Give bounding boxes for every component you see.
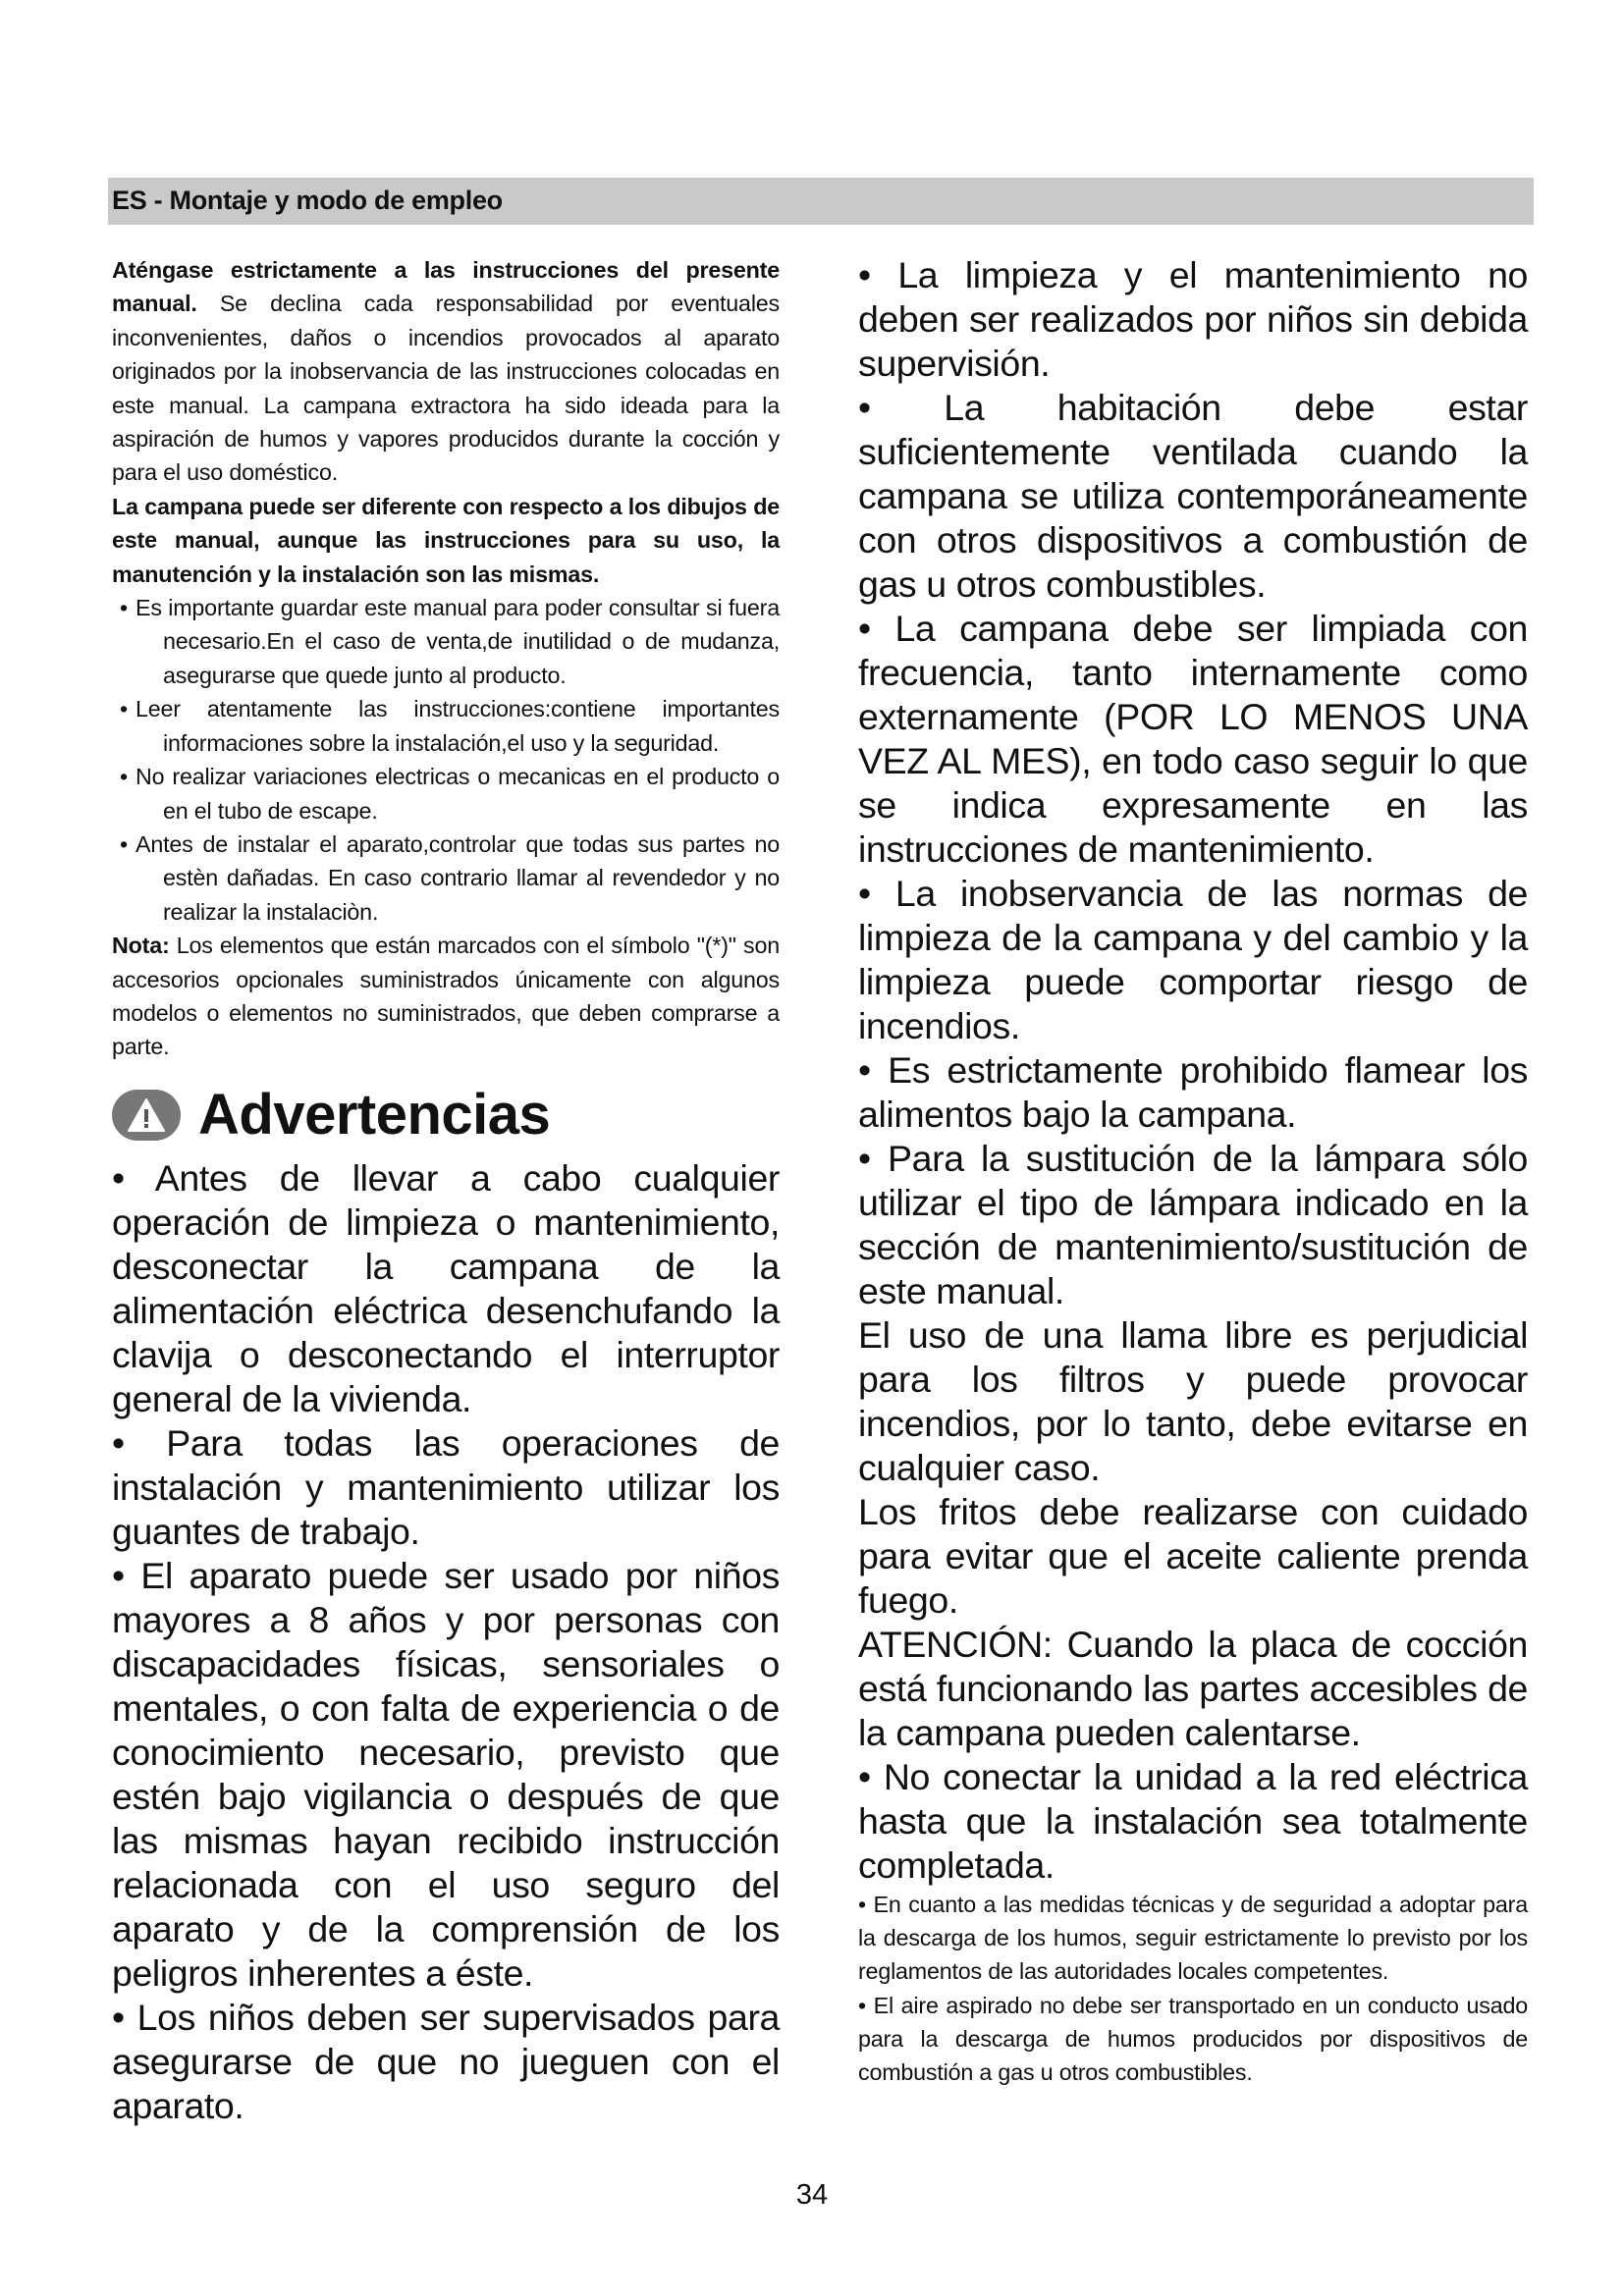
intro-paragraph: [112, 253, 780, 490]
drawing-note: La campana puede ser diferente con respecto a los dibujos de este manual, aunque las instrucciones para su uso, la manutención y la instalación son las mismas.: [112, 493, 780, 587]
warnings-title: Advertencias: [198, 1083, 551, 1148]
warning-item: • Para todas las operaciones de instalación y mantenimiento utilizar los guantes de trabajo.: [112, 1421, 780, 1552]
warning-item: • Antes de llevar a cabo cualquier operación de limpieza o mantenimiento, desconectar la campana de la alimentación eléctrica desenchufando la clavija o desconectando el interruptor general de la vivienda.: [112, 1156, 780, 1419]
warning-item: • La campana debe ser limpiada con frecuencia, tanto internamente como externamente (POR LO MENOS UNA VEZ AL MES), en todo caso seguir lo que se indica expresamente en las instrucciones de mantenimiento.: [858, 608, 1528, 870]
bullet-icon: •: [120, 764, 128, 790]
warning-item: • La habitación debe estar suficientemente ventilada cuando la campana se utiliza contemporáneamente con otros dispositivos a combustión de gas u otros combustibles.: [858, 387, 1528, 605]
warning-item: • La limpieza y el mantenimiento no deben ser realizados por niños sin debida supervisión.: [858, 254, 1528, 384]
warning-item: • La inobservancia de las normas de limpieza de la campana y del cambio y la limpieza puede comportar riesgo de incendios.: [858, 873, 1528, 1046]
warning-item: • Los niños deben ser supervisados para asegurarse de que no jueguen con el aparato.: [112, 1996, 780, 2126]
warning-item: • Para la sustitución de la lámpara sólo utilizar el tipo de lámpara indicado en la sección de mantenimiento/sustitución de este manual.: [858, 1138, 1528, 1311]
bullet-icon: •: [120, 595, 128, 621]
warning-item: • No conectar la unidad a la red eléctrica hasta que la instalación sea totalmente completada.: [858, 1756, 1528, 1886]
warning-item: Los fritos debe realizarse con cuidado para evitar que el aceite caliente prenda fuego.: [858, 1491, 1528, 1621]
right-small-notes: [858, 1888, 1528, 2089]
warning-item: ATENCIÓN: Cuando la placa de cocción está funcionando las partes accesibles de la campana pueden calentarse.: [858, 1624, 1528, 1753]
warning-icon: [112, 1090, 181, 1141]
left-column: [112, 253, 780, 2128]
list-item: • Antes de instalar el aparato,controlar que todas sus partes no estèn dañadas. En caso contrario llamar al revendedor y no realizar la instalaciòn.: [112, 828, 780, 929]
intro-section: [112, 253, 780, 1064]
nota-paragraph: [112, 929, 780, 1064]
intro-bold: Aténgase estrictamente a las instrucciones del presente manual.: [112, 257, 780, 317]
bullet-list: [112, 591, 780, 929]
right-warnings-list: [858, 253, 1528, 1888]
warnings-list: [112, 1156, 780, 2128]
warning-item: • El aparato puede ser usado por niños mayores a 8 años y por personas con discapacidades físicas, sensoriales o mentales, o con falta de experiencia o de conocimiento necesario, previsto que estén bajo vigilancia o después de que las mismas hayan recibido instrucción relacionada con el uso seguro del aparato y de la comprensión de los peligros inherentes a éste.: [112, 1554, 780, 1994]
bullet-icon: •: [120, 830, 128, 857]
bullet-icon: •: [120, 696, 128, 722]
list-item: • No realizar variaciones electricas o mecanicas en el producto o en el tubo de escape.: [112, 760, 780, 828]
section-title: ES - Montaje y modo de empleo: [112, 186, 503, 215]
page-number: 34: [795, 2179, 829, 2211]
right-column: [858, 253, 1528, 2089]
warning-item: El uso de una llama libre es perjudicial para los filtros y puede provocar incendios, por lo tanto, debe evitarse en cualquier caso.: [858, 1314, 1528, 1488]
warning-item: • Es estrictamente prohibido flamear los alimentos bajo la campana.: [858, 1049, 1528, 1135]
small-note: • En cuanto a las medidas técnicas y de seguridad a adoptar para la descarga de los humos, seguir estrictamente lo previsto por los reglamentos de las autoridades locales competentes.: [858, 1892, 1528, 1985]
nota-text: Los elementos que están marcados con el símbolo "(*)" son accesorios opcionales suministrados únicamente con algunos modelos o elementos no suministrados, que deben comprarse a parte.: [112, 933, 780, 1060]
warnings-heading: [112, 1074, 780, 1156]
list-item: • Es importante guardar este manual para poder consultar si fuera necesario.En el caso de venta,de inutilidad o de mudanza, asegurarse que quede junto al producto.: [112, 591, 780, 692]
intro-text: Se declina cada responsabilidad por eventuales inconvenientes, daños o incendios provocados al aparato originados por la inobservancia de las instrucciones colocadas en este manual. La campana extractora ha sido ideada para la aspiración de humos y vapores producidos durante la cocción y para el uso doméstico.: [112, 291, 780, 486]
list-item: • Leer atentamente las instrucciones:contiene importantes informaciones sobre la instalación,el uso y la seguridad.: [112, 692, 780, 760]
nota-label: Nota:: [112, 933, 170, 959]
section-header-bar: [108, 178, 1534, 225]
small-note: • El aire aspirado no debe ser transportado en un conducto usado para la descarga de humos producidos por dispositivos de combustión a gas u otros combustibles.: [858, 1992, 1528, 2086]
